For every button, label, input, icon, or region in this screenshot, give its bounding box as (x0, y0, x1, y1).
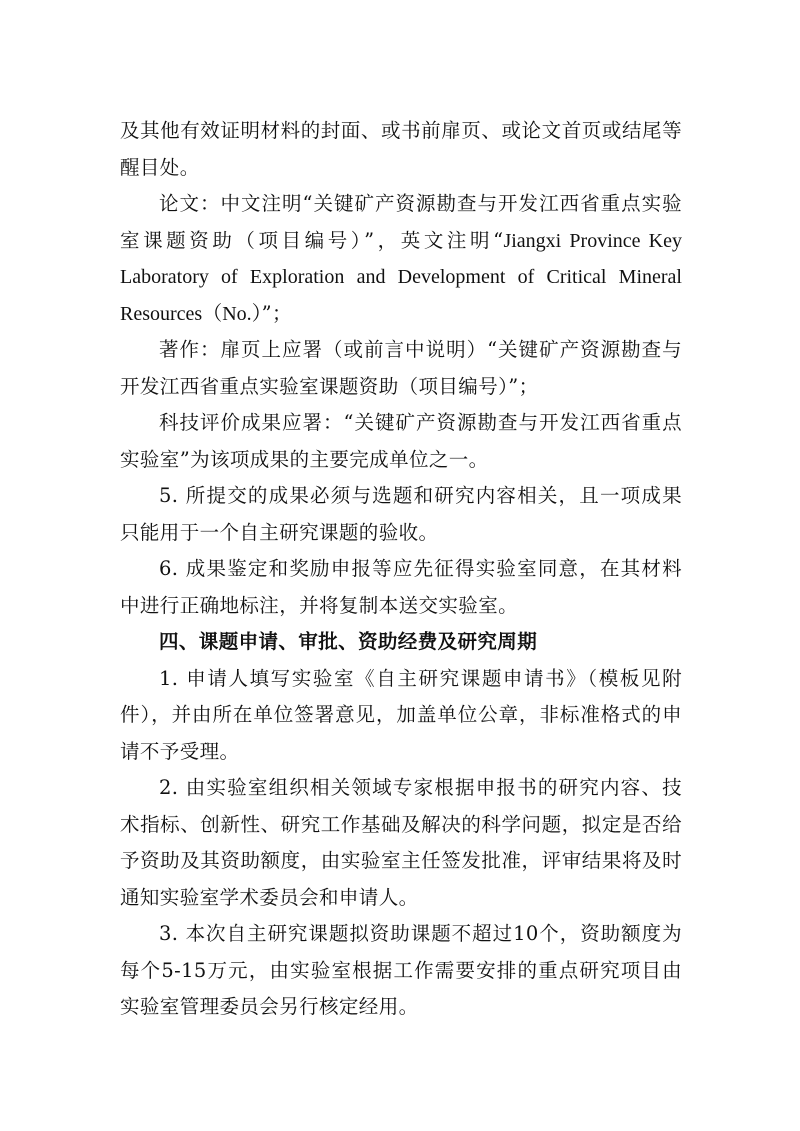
paper-attribution-chinese: 论文：中文注明“关键矿产资源勘查与开发江西省重点实验室课题资助（项目编号）”，英文注明“ (120, 192, 682, 252)
paragraph-application-1: 1. 申请人填写实验室《自主研究课题申请书》（模板见附件），并由所在单位签署意见，加盖单位公章，非标准格式的申请不予受理。 (120, 666, 682, 763)
paper-attribution-english: Jiangxi Province Key Laboratory of Exploration and Development of Critical Mineral Resources（No.） (120, 229, 683, 325)
paragraph-application-3: 3. 本次自主研究课题拟资助课题不超过10个，资助额度为每个5-15万元，由实验室根据工作需要安排的重点研究项目由实验室管理委员会另行核定经用。 (120, 922, 682, 1018)
document-body (120, 113, 682, 1026)
paragraph-evaluation-attribution: 科技评价成果应署：“关键矿产资源勘查与开发江西省重点实验室”为该项成果的主要完成单位之一。 (120, 411, 682, 471)
paragraph-continuation: 及其他有效证明材料的封面、或书前扉页、或论文首页或结尾等醒目处。 (120, 119, 682, 179)
paragraph-application-2: 2. 由实验室组织相关领域专家根据申报书的研究内容、技术指标、创新性、研究工作基础及解决的科学问题，拟定是否给予资助及其资助额度，由实验室主任签发批准，评审结果将及时通知实验室学术委员会和申请人。 (120, 776, 682, 909)
paragraph-paper-attribution (120, 186, 682, 332)
section-heading-4: 四、课题申请、审批、资助经费及研究周期 (159, 630, 538, 653)
paragraph-item-5: 5. 所提交的成果必须与选题和研究内容相关，且一项成果只能用于一个自主研究课题的验收。 (120, 484, 682, 544)
paper-attribution-end: ”； (261, 301, 292, 325)
paragraph-item-6: 6. 成果鉴定和奖励申报等应先征得实验室同意，在其材料中进行正确地标注，并将复制本送交实验室。 (120, 557, 682, 617)
paragraph-book-attribution: 著作：扉页上应署（或前言中说明）“关键矿产资源勘查与开发江西省重点实验室课题资助（项目编号）”； (120, 338, 682, 398)
